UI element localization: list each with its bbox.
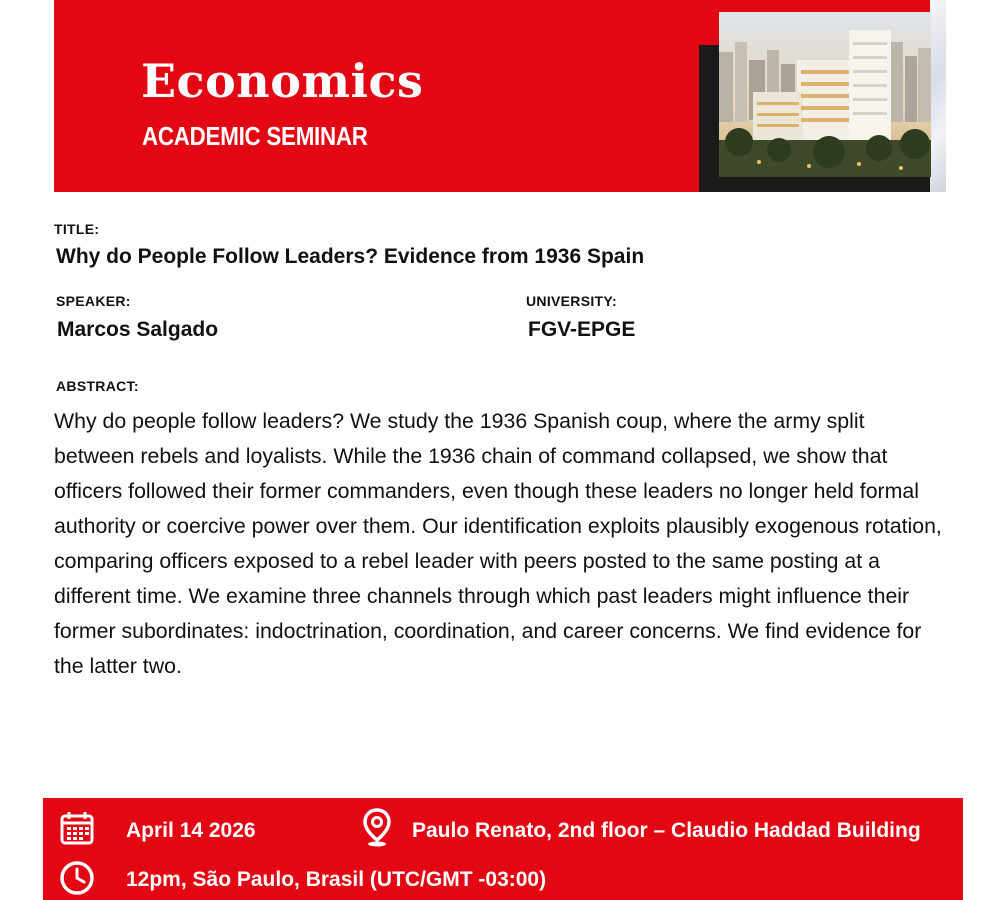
university-name: FGV-EPGE bbox=[528, 318, 636, 341]
banner-subtitle: ACADEMIC SEMINAR bbox=[142, 121, 368, 151]
event-date: April 14 2026 bbox=[126, 819, 256, 842]
building-photo bbox=[719, 12, 931, 177]
event-time: 12pm, São Paulo, Brasil (UTC/GMT -03:00) bbox=[126, 868, 547, 891]
speaker-name: Marcos Salgado bbox=[57, 318, 219, 341]
abstract-label: ABSTRACT: bbox=[56, 378, 139, 394]
abstract-text: Why do people follow leaders? We study the 1936 Spanish coup, where the army split between rebels and loyalists. While the 1936 chain of command collapsed, we show that officers followed their former commanders, even though these leaders no longer held formal authority or coercive power over them. Our identification exploits plausibly exogenous rotation, comparing officers exposed to a rebel leader with peers posted to the same posting at a different time. We examine three channels through which past leaders might influence their former subordinates: indoctrination, coordination, and career concerns. We find evidence for the latter two. bbox=[54, 409, 942, 678]
university-label: UNIVERSITY: bbox=[526, 293, 617, 309]
talk-title: Why do People Follow Leaders? Evidence from 1936 Spain bbox=[56, 245, 645, 268]
calendar-icon bbox=[59, 810, 95, 846]
event-details-bar bbox=[43, 798, 963, 900]
photo-decoration bbox=[930, 0, 946, 192]
clock-icon bbox=[59, 860, 95, 896]
speaker-label: SPEAKER: bbox=[56, 293, 131, 309]
location-pin-icon bbox=[362, 808, 392, 848]
banner-title: Economics bbox=[141, 54, 424, 108]
title-label: TITLE: bbox=[54, 221, 100, 237]
event-location: Paulo Renato, 2nd floor – Claudio Haddad Building bbox=[412, 819, 921, 842]
header-banner bbox=[54, 0, 946, 192]
